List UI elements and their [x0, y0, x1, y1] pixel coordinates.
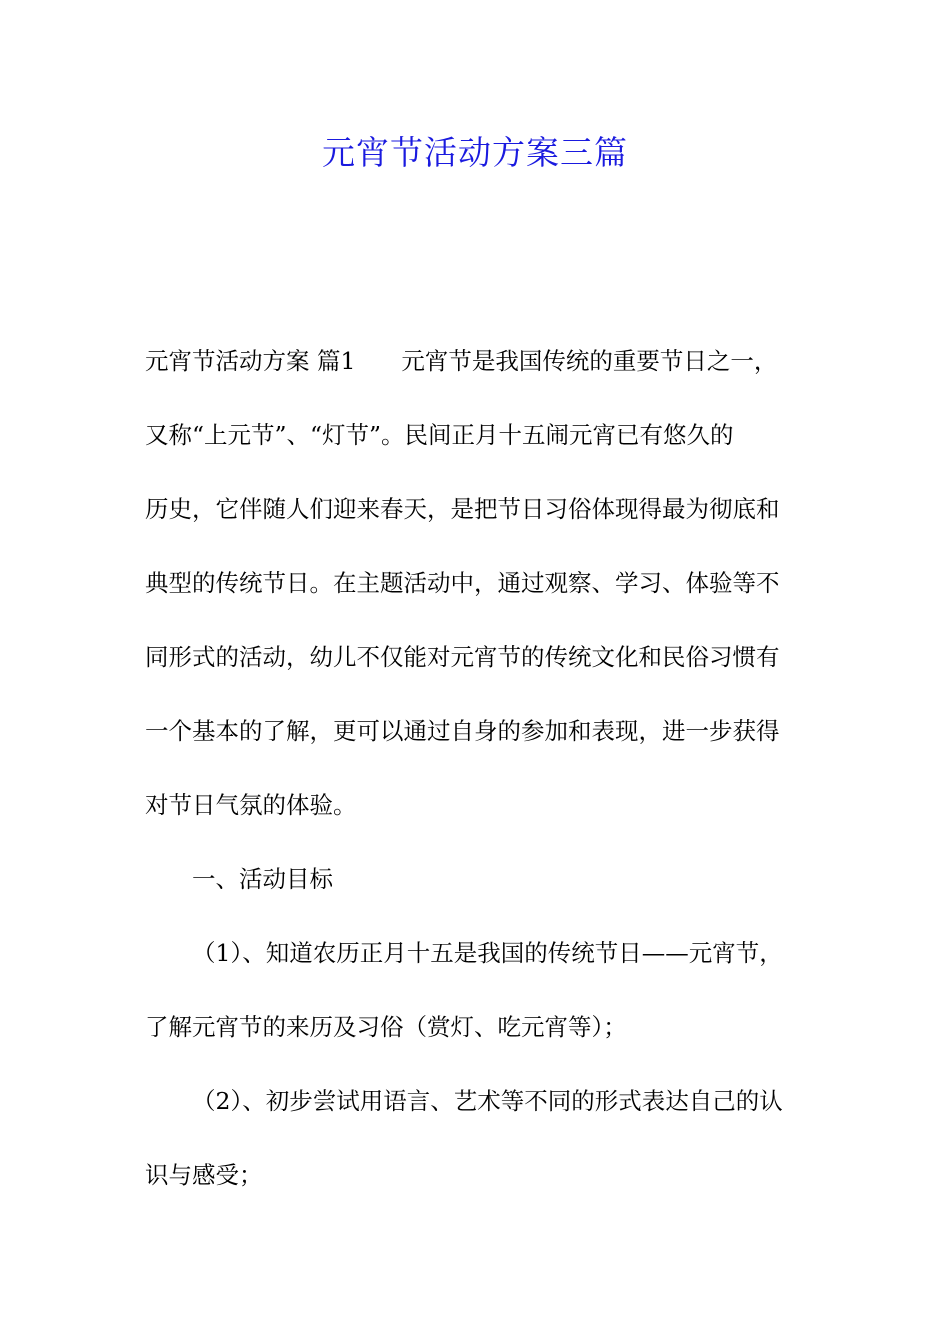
body-line: 历史，它伴随人们迎来春天，是把节日习俗体现得最为彻底和 — [145, 495, 780, 523]
document-body — [145, 334, 805, 1203]
subheading-line: 一、活动目标 — [192, 865, 333, 893]
document-title: 元宵节活动方案三篇 — [322, 133, 628, 172]
body-line: 识与感受； — [145, 1161, 263, 1189]
paragraph-text: 元宵节是我国传统的重要节日之一， — [401, 347, 778, 375]
body-line: 了解元宵节的来历及习俗（赏灯、吃元宵等）； — [145, 1013, 627, 1041]
body-line: （2）、初步尝试用语言、艺术等不同的形式表达自己的认 — [192, 1087, 783, 1115]
body-line: 对节日气氛的体验。 — [145, 791, 357, 819]
body-line: 同形式的活动，幼儿不仅能对元宵节的传统文化和民俗习惯有 — [145, 643, 780, 671]
section-heading: 元宵节活动方案 篇1 — [145, 347, 356, 375]
body-line: 又称“上元节”、“灯节”。民间正月十五闹元宵已有悠久的 — [145, 421, 734, 449]
body-line: （1）、知道农历正月十五是我国的传统节日——元宵节， — [192, 939, 783, 967]
body-line — [145, 334, 805, 389]
body-line: 一个基本的了解，更可以通过自身的参加和表现，进一步获得 — [145, 717, 780, 745]
body-line: 典型的传统节日。在主题活动中，通过观察、学习、体验等不 — [145, 569, 780, 597]
